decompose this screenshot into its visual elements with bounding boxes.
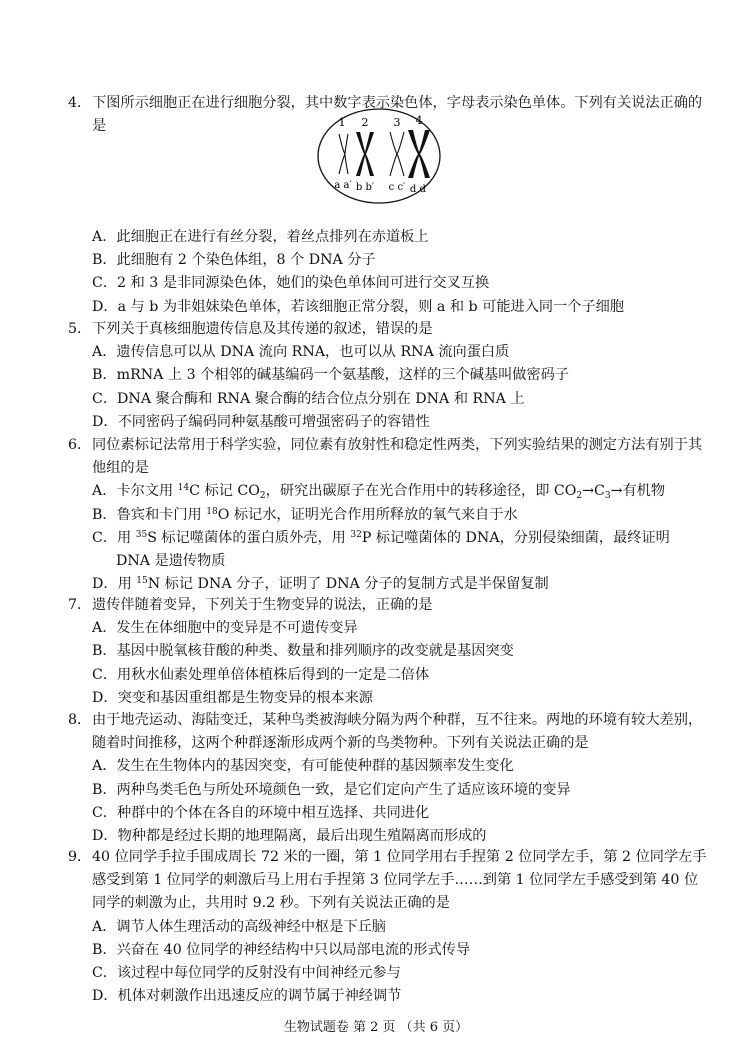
option-b [68,504,708,527]
option-a: A．发生在生物体内的基因突变，有可能使种群的基因频率发生变化 [92,758,514,775]
text: N 标记 DNA 分子，证明了 DNA 分子的复制方式是半保留复制 [147,576,549,593]
option-c [68,527,708,573]
option-c: C．2 和 3 是非同源染色体，她们的染色单体间可进行交叉互换 [92,275,490,292]
option-c: C．种群中的个体在各自的环境中相互选择、共同进化 [92,804,430,821]
question-text: 40 位同学手拉手围成周长 72 米的一圈，第 1 位同学用右手捏第 2 位同学左手，第 2 位同学左手感受到第 1 位同学的刺激后马上用右手捏第 3 位同学左手……到第 1 位同学左手感受到第 40 位同学的刺激为止，共用时 9.2 秒。下列有关说法正确的是 [92,849,707,912]
text: →C [582,483,605,500]
chromosome-number-3: 3 [393,116,401,129]
question-9-stem [68,846,708,916]
chromosome-number-1: 1 [338,116,346,129]
option-a: A．发生在体细胞中的变异是不可遗传变异 [92,620,358,637]
question-5-stem [68,318,708,341]
option-a: A．调节人体生理活动的高级神经中枢是下丘脑 [92,918,386,935]
question-text: 由于地壳运动、海陆变迁，某种鸟类被海峡分隔为两个种群，互不往来。两地的环境有较大差别，随着时间推移，这两个种群逐渐形成两个新的鸟类物种。下列有关说法正确的是 [92,712,703,752]
question-text: 下列关于真核细胞遗传信息及其传递的叙述，错误的是 [92,321,433,337]
text: ，研究出碳原子在光合作用中的转移途径，即 CO [265,483,577,500]
text: S 标记噬菌体的蛋白质外壳，用 [147,529,351,546]
question-text: 下图所示细胞正在进行细胞分裂，其中数字表示染色体，字母表示染色单体。下列有关说法正确的是 [92,95,703,135]
option-d: D．机体对刺激作出迅速反应的调节属于神经调节 [92,988,402,1005]
option-c: C．该过程中每位同学的反射没有中间神经元参与 [92,965,401,982]
superscript: 18 [206,506,218,517]
cell-diagram [315,106,443,206]
option-d [68,573,708,596]
text: D．用 [92,576,137,593]
option-a: A．遗传信息可以从 DNA 流向 RNA，也可以从 RNA 流向蛋白质 [92,344,510,361]
text: →有机物 [610,483,666,500]
option-d: D．物种都是经过长期的地理隔离，最后出现生殖隔离而形成的 [92,828,487,845]
question-5 [68,318,708,434]
subscript: 2 [576,491,583,502]
question-text: 遗传伴随着变异，下列关于生物变异的说法，正确的是 [92,597,433,613]
page-footer: 生物试题卷 第 2 页 （共 6 页） [283,1020,469,1035]
question-6 [68,434,708,596]
option-c: C．用秋水仙素处理单倍体植株后得到的一定是二倍体 [92,666,430,683]
text: C．用 [92,529,136,546]
subscript: 3 [604,491,611,502]
question-4-options [68,226,708,319]
text: B．鲁宾和卡门用 [92,506,207,523]
question-9 [68,846,708,1008]
question-8-stem [68,709,708,755]
cell-division-figure [315,106,443,206]
chromatid-label-3: c c′ [388,182,406,193]
subscript: 2 [259,491,266,502]
question-8 [68,709,708,848]
text: O 标记水，证明光合作用所释放的氧气来自于水 [217,506,518,523]
question-number: 5． [68,321,92,337]
question-number: 7． [68,597,92,613]
text-continuation: DNA 是遗传物质 [116,553,226,570]
question-7 [68,594,708,710]
superscript: 15 [136,576,148,587]
option-b: B．基因中脱氧核苷酸的种类、数量和排列顺序的改变就是基因突变 [92,643,514,660]
chromosome-number-4: 4 [415,114,423,127]
superscript: 35 [135,529,148,540]
question-number: 8． [68,712,92,728]
question-7-stem [68,594,708,617]
option-b: B．两种鸟类毛色与所处环境颜色一致，是它们定向产生了适应该环境的变异 [92,781,571,798]
question-text: 同位素标记法常用于科学实验，同位素有放射性和稳定性两类，下列实验结果的测定方法有别于其他组的是 [92,437,703,477]
question-6-stem [68,434,708,480]
question-number: 9． [68,849,92,865]
option-b: B．兴奋在 40 位同学的神经结构中只以局部电流的形式传导 [92,941,471,958]
text: A．卡尔文用 [92,483,178,500]
chromatid-label-4: d d′ [409,184,429,195]
option-b: B．此细胞有 2 个染色体组，8 个 DNA 分子 [92,252,376,269]
option-d: D．a 与 b 为非姐妹染色单体，若该细胞正常分裂，则 a 和 b 可能进入同一个子细胞 [92,298,625,315]
question-number: 4． [68,95,92,111]
chromatid-label-1: a a′ [334,180,352,191]
question-number: 6． [68,437,92,453]
superscript: 14 [177,483,190,494]
option-c: C．DNA 聚合酶和 RNA 聚合酶的结合位点分别在 DNA 和 RNA 上 [92,390,525,407]
option-a [68,480,708,503]
text: C 标记 CO [189,483,260,500]
option-a: A．此细胞正在进行有丝分裂，着丝点排列在赤道板上 [92,229,429,245]
chromatid-label-2: b b′ [355,182,375,193]
text: P 标记噬菌体的 DNA，分别侵染细菌，最终证明 [361,529,670,546]
option-b: B．mRNA 上 3 个相邻的碱基编码一个氨基酸，这样的三个碱基叫做密码子 [92,367,570,384]
option-d: D．突变和基因重组都是生物变异的根本来源 [92,689,373,706]
superscript: 32 [350,529,362,540]
option-d: D．不同密码子编码同种氨基酸可增强密码子的容错性 [92,413,430,430]
chromosome-number-2: 2 [361,116,369,129]
